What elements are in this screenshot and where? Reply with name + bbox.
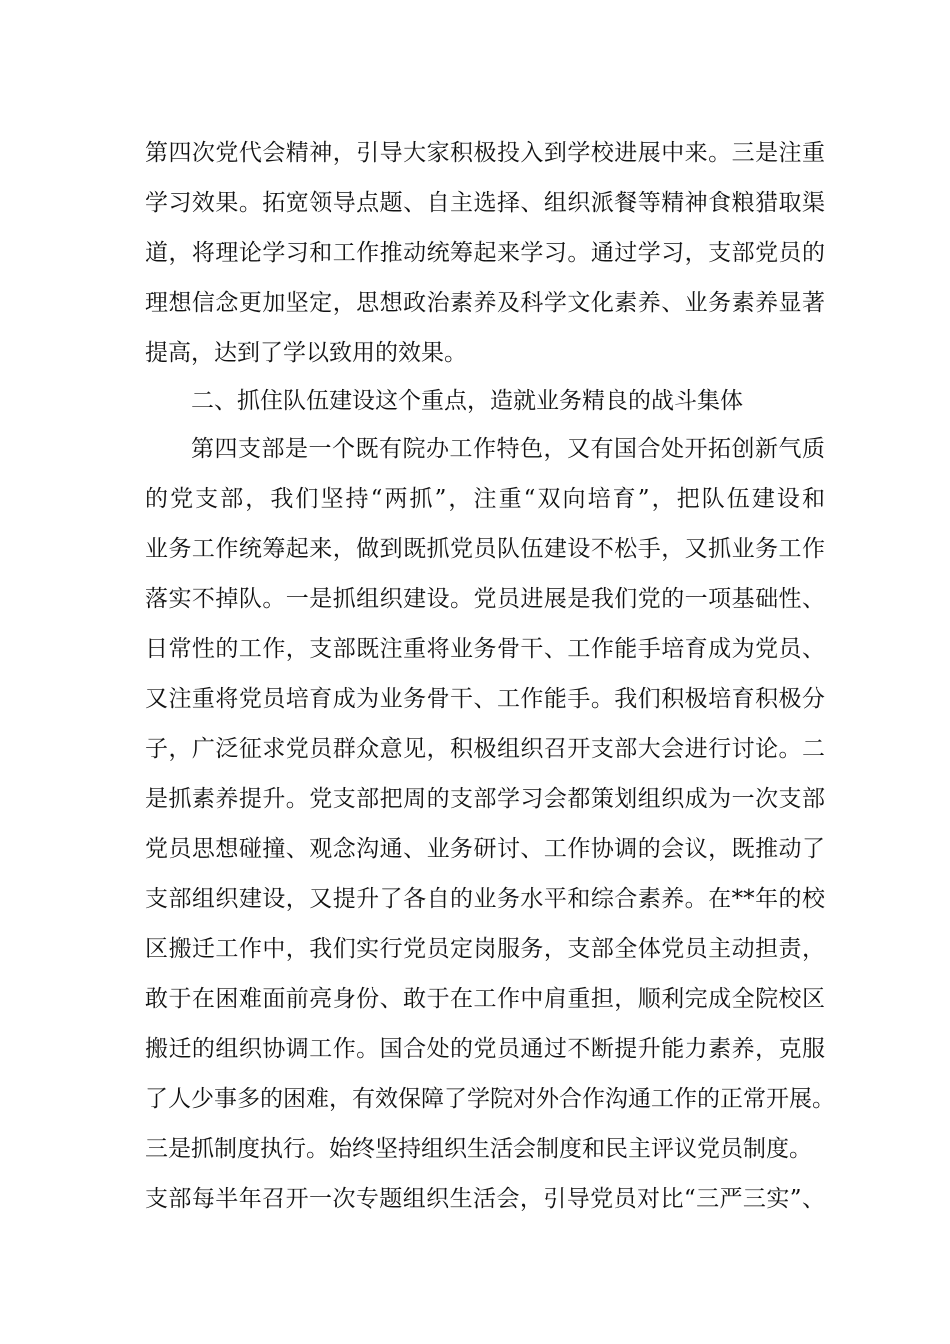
text-line: 落实不掉队。一是抓组织建设。党员进展是我们党的一项基础性、 — [145, 586, 825, 612]
section-heading: 二、抓住队伍建设这个重点，造就业务精良的战斗集体 — [191, 388, 743, 414]
text-line: 是抓素养提升。党支部把周的支部学习会都策划组织成为一次支部 — [145, 786, 825, 812]
text-line: 提高，达到了学以致用的效果。 — [145, 340, 467, 366]
text-line: 又注重将党员培育成为业务骨干、工作能手。我们积极培育积极分 — [145, 686, 825, 712]
text-line: 道，将理论学习和工作推动统筹起来学习。通过学习，支部党员的 — [145, 240, 825, 266]
text-line: 第四支部是一个既有院办工作特色，又有国合处开拓创新气质 — [191, 436, 825, 462]
text-line: 的党支部，我们坚持“两抓”，注重“双向培育”，把队伍建设和 — [145, 486, 825, 512]
text-line: 区搬迁工作中，我们实行党员定岗服务，支部全体党员主动担责， — [145, 936, 825, 962]
text-line: 党员思想碰撞、观念沟通、业务研讨、工作协调的会议，既推动了 — [145, 836, 825, 862]
text-line: 日常性的工作，支部既注重将业务骨干、工作能手培育成为党员、 — [145, 636, 825, 662]
text-line: 第四次党代会精神，引导大家积极投入到学校进展中来。三是注重 — [145, 140, 825, 166]
text-line: 支部组织建设，又提升了各自的业务水平和综合素养。在**年的校 — [145, 886, 825, 912]
text-line: 了人少事多的困难，有效保障了学院对外合作沟通工作的正常开展。 — [145, 1086, 835, 1112]
text-line: 业务工作统筹起来，做到既抓党员队伍建设不松手，又抓业务工作 — [145, 536, 825, 562]
text-line: 学习效果。拓宽领导点题、自主选择、组织派餐等精神食粮猎取渠 — [145, 190, 825, 216]
text-line: 理想信念更加坚定，思想政治素养及科学文化素养、业务素养显著 — [145, 290, 825, 316]
text-line: 支部每半年召开一次专题组织生活会，引导党员对比“三严三实”、 — [145, 1186, 825, 1212]
text-line: 子，广泛征求党员群众意见，积极组织召开支部大会进行讨论。二 — [145, 736, 825, 762]
text-line: 三是抓制度执行。始终坚持组织生活会制度和民主评议党员制度。 — [145, 1136, 812, 1162]
text-line: 搬迁的组织协调工作。国合处的党员通过不断提升能力素养，克服 — [145, 1036, 825, 1062]
text-line: 敢于在困难面前亮身份、敢于在工作中肩重担，顺利完成全院校区 — [145, 986, 825, 1012]
